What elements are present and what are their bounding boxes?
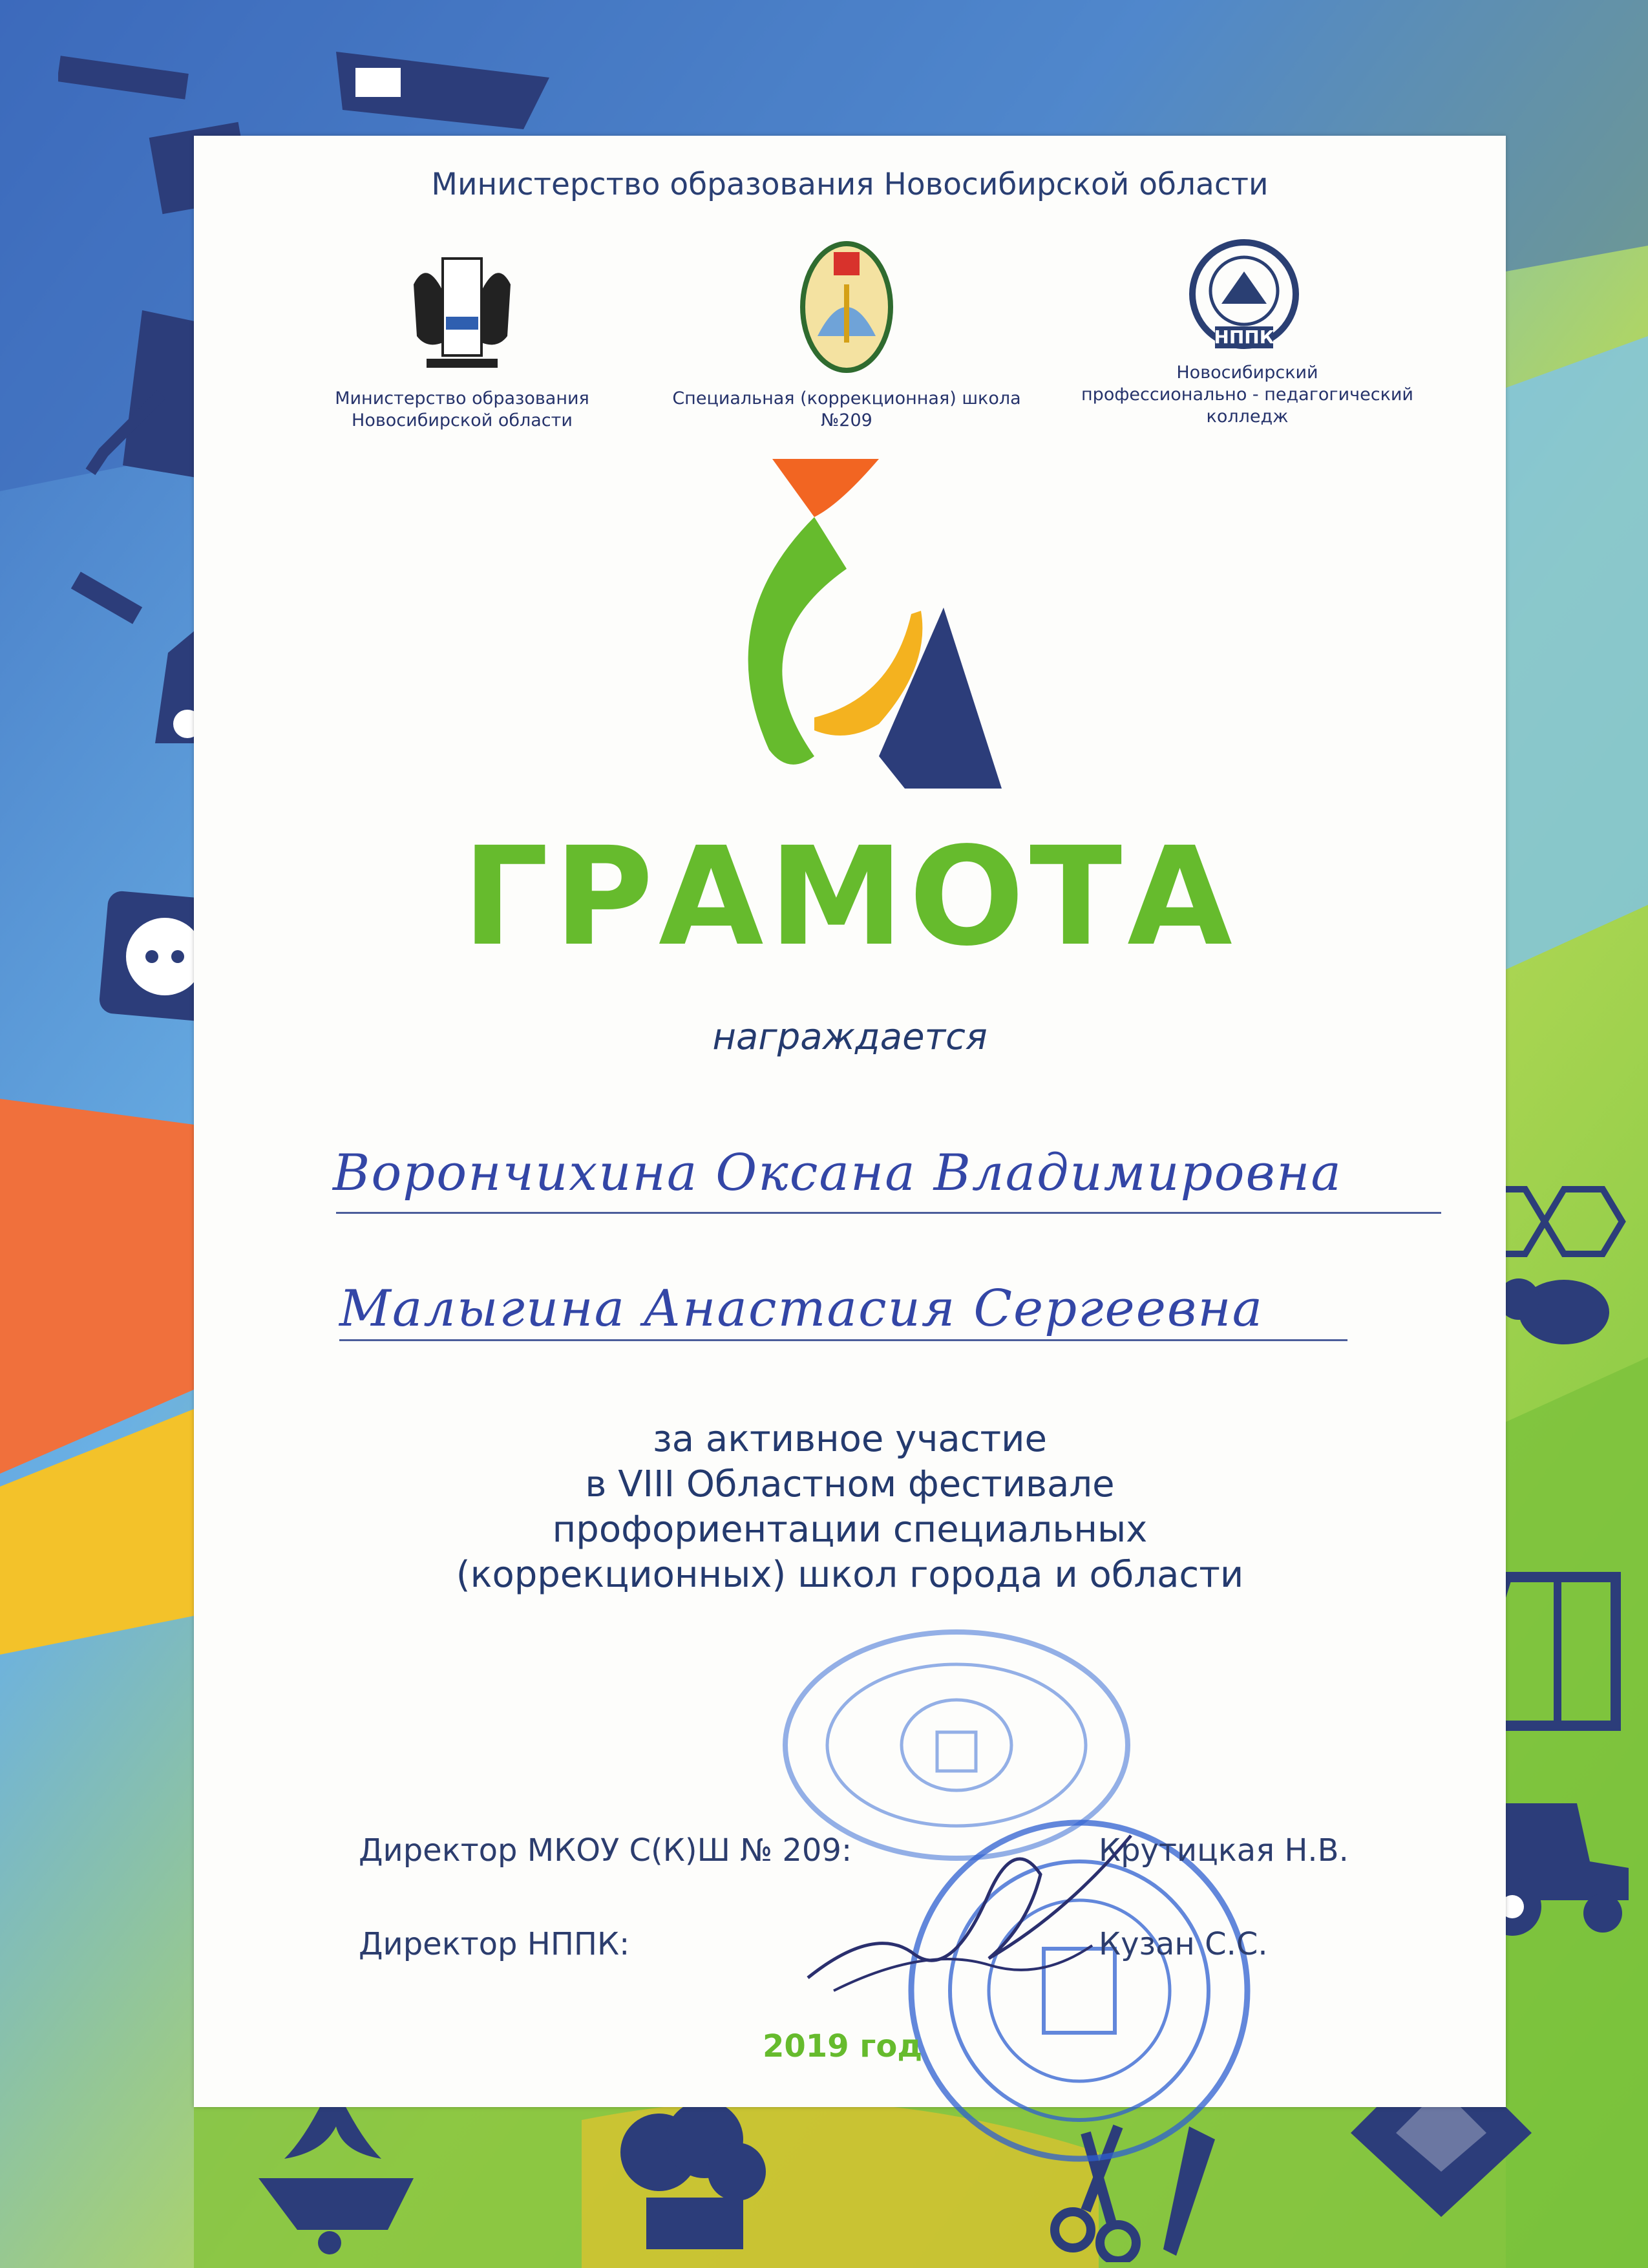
certificate-year: 2019 год [763, 2028, 923, 2064]
nppk-college-emblem-icon [1176, 239, 1312, 355]
logo-caption-school: Специальная (коррекционная) школа №209 [672, 388, 1021, 430]
school-209-emblem-icon [798, 239, 895, 375]
festival-logo-icon [685, 452, 1021, 795]
wheelbarrow-plant-icon [246, 2088, 427, 2256]
recipient-1-underline [336, 1212, 1441, 1214]
reason-line-1: за активное участие [653, 1418, 1047, 1460]
logo-caption-college-line1: Новосибирский [1176, 363, 1318, 383]
handwritten-signature [795, 1797, 1157, 2004]
recipient-1: Ворончихина Оксана Владимировна [333, 1144, 1342, 1202]
certificate-title: ГРАМОТА [462, 818, 1238, 976]
nppk-emblem-text: НППК [1214, 326, 1274, 348]
signature-name-school: Крутицкая Н.В. [1099, 1832, 1349, 1869]
logo-caption-ministry-line1: Министерство образования [335, 388, 589, 408]
reason-line-4: (коррекционных) школ города и области [456, 1554, 1244, 1596]
signature-role-college: Директор НППК: [359, 1926, 630, 1962]
hammer-icon [58, 39, 220, 116]
recipient-2: Малыгина Анастасия Сергеевна [339, 1280, 1264, 1338]
novosibirsk-region-coat-of-arms-icon [407, 246, 517, 375]
signature-name-college: Кузан С.С. [1099, 1926, 1268, 1962]
award-reason [194, 1417, 1506, 1598]
saw-icon [330, 39, 562, 136]
logo-caption-college-line2: профессионально - педагогический [1081, 385, 1413, 405]
awarded-label: награждается [712, 1016, 988, 1058]
reason-line-3: профориентации специальных [552, 1509, 1148, 1551]
recipient-2-underline [339, 1339, 1347, 1341]
reason-line-2: в VIII Областном фестивале [585, 1463, 1115, 1505]
logo-caption-college-line3: колледж [1206, 407, 1289, 427]
ministry-header: Министерство образования Новосибирской области [431, 167, 1269, 202]
signature-role-school: Директор МКОУ С(К)Ш № 209: [359, 1832, 852, 1869]
chef-hat-icon [607, 2101, 769, 2262]
logo-caption-ministry-line2: Новосибирской области [352, 410, 573, 430]
